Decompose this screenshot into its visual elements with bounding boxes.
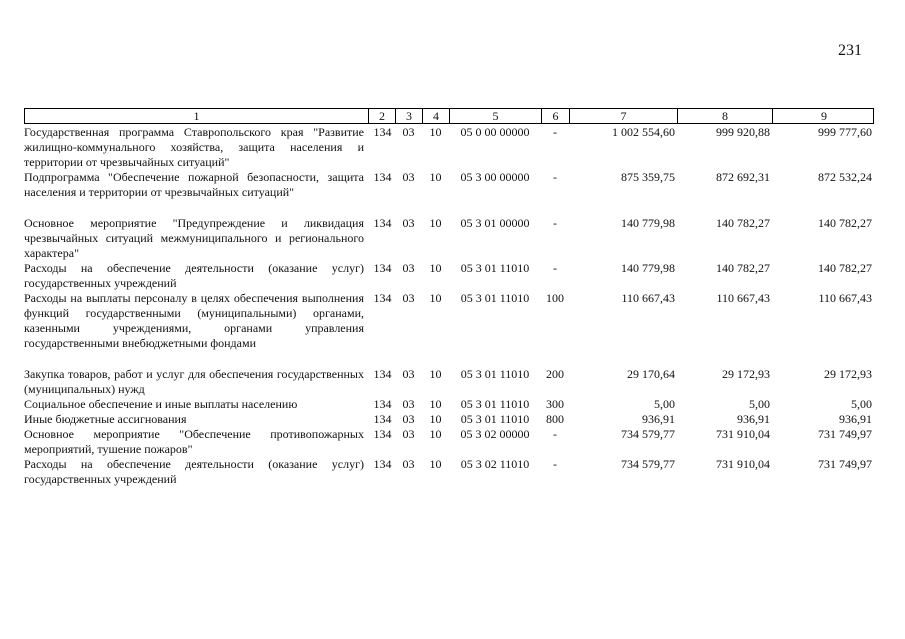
row-col-5: 05 3 01 11010 bbox=[460, 261, 530, 275]
table-row bbox=[24, 170, 874, 200]
row-name: Основное мероприятие "Обеспечение противопожарных мероприятий, тушение пожаров" bbox=[24, 427, 364, 456]
row-col-6: - bbox=[553, 170, 557, 184]
row-col-2: 134 bbox=[373, 170, 392, 184]
row-name: Расходы на обеспечение деятельности (оказание услуг) государственных учреждений bbox=[24, 457, 364, 486]
row-col-6: 800 bbox=[546, 412, 564, 426]
row-col-9: 872 532,24 bbox=[818, 170, 872, 184]
row-col-6: - bbox=[553, 261, 557, 275]
row-col-3: 03 bbox=[402, 125, 415, 139]
table-body bbox=[24, 125, 874, 487]
row-col-7: 1 002 554,60 bbox=[612, 125, 675, 139]
header-col-1: 1 bbox=[25, 109, 369, 123]
row-col-6: - bbox=[553, 427, 557, 441]
table-row bbox=[24, 412, 874, 427]
row-col-5: 05 3 02 11010 bbox=[460, 457, 530, 471]
row-name: Социальное обеспечение и иные выплаты населению bbox=[24, 397, 298, 411]
row-name: Расходы на обеспечение деятельности (оказание услуг) государственных учреждений bbox=[24, 261, 364, 290]
row-col-2: 134 bbox=[373, 125, 392, 139]
row-name: Государственная программа Ставропольского края "Развитие жилищно-коммунального хозяйства, защита населения и территории от чрезвычайных ситуаций" bbox=[24, 125, 364, 169]
row-col-2: 134 bbox=[373, 367, 392, 381]
row-col-5: 05 3 01 00000 bbox=[460, 216, 530, 230]
row-col-7: 936,91 bbox=[642, 412, 675, 426]
row-col-9: 140 782,27 bbox=[818, 216, 872, 230]
row-col-4: 10 bbox=[429, 397, 442, 411]
row-col-2: 134 bbox=[373, 457, 392, 471]
row-col-2: 134 bbox=[373, 216, 392, 230]
row-col-2: 134 bbox=[373, 261, 392, 275]
page-number: 231 bbox=[838, 42, 862, 59]
row-col-9: 110 667,43 bbox=[818, 291, 872, 305]
row-col-7: 5,00 bbox=[654, 397, 675, 411]
row-col-6: - bbox=[553, 457, 557, 471]
row-name: Расходы на выплаты персоналу в целях обеспечения выполнения функций государственными (муниципальными) органами, казенными учреждениями, органами управления государственными внебюджетными фондами bbox=[24, 291, 364, 350]
row-col-9: 29 172,93 bbox=[824, 367, 872, 381]
row-col-4: 10 bbox=[429, 457, 442, 471]
row-col-8: 5,00 bbox=[749, 397, 770, 411]
row-col-2: 134 bbox=[373, 427, 392, 441]
header-col-7: 7 bbox=[570, 109, 678, 123]
row-col-6: - bbox=[553, 216, 557, 230]
row-col-5: 05 3 01 11010 bbox=[460, 412, 530, 426]
row-col-4: 10 bbox=[429, 125, 442, 139]
header-col-5: 5 bbox=[450, 109, 542, 123]
header-col-8: 8 bbox=[678, 109, 773, 123]
row-col-2: 134 bbox=[373, 412, 392, 426]
row-col-3: 03 bbox=[402, 412, 415, 426]
row-col-7: 140 779,98 bbox=[621, 261, 675, 275]
row-col-5: 05 3 01 11010 bbox=[460, 291, 530, 305]
row-col-5: 05 3 02 00000 bbox=[460, 427, 530, 441]
row-col-6: 100 bbox=[546, 291, 564, 305]
row-col-8: 872 692,31 bbox=[716, 170, 770, 184]
row-col-5: 05 3 01 11010 bbox=[460, 397, 530, 411]
row-col-7: 29 170,64 bbox=[627, 367, 675, 381]
row-col-5: 05 3 00 00000 bbox=[460, 170, 530, 184]
row-col-3: 03 bbox=[402, 367, 415, 381]
header-col-4: 4 bbox=[423, 109, 450, 123]
row-col-7: 140 779,98 bbox=[621, 216, 675, 230]
table-row bbox=[24, 397, 874, 412]
table-row bbox=[24, 457, 874, 487]
row-col-3: 03 bbox=[402, 397, 415, 411]
row-col-9: 731 749,97 bbox=[818, 457, 872, 471]
row-col-4: 10 bbox=[429, 170, 442, 184]
row-name: Подпрограмма "Обеспечение пожарной безопасности, защита населения и территории от чрезвычайных ситуаций" bbox=[24, 170, 364, 199]
header-col-6: 6 bbox=[542, 109, 570, 123]
row-col-9: 731 749,97 bbox=[818, 427, 872, 441]
header-col-3: 3 bbox=[396, 109, 423, 123]
row-col-4: 10 bbox=[429, 427, 442, 441]
row-col-9: 999 777,60 bbox=[818, 125, 872, 139]
row-col-7: 734 579,77 bbox=[621, 427, 675, 441]
row-col-3: 03 bbox=[402, 261, 415, 275]
row-col-8: 140 782,27 bbox=[716, 261, 770, 275]
header-col-2: 2 bbox=[369, 109, 396, 123]
row-col-8: 731 910,04 bbox=[716, 457, 770, 471]
row-col-7: 734 579,77 bbox=[621, 457, 675, 471]
table-row bbox=[24, 427, 874, 457]
table-row bbox=[24, 261, 874, 291]
table-row bbox=[24, 291, 874, 351]
row-col-6: 200 bbox=[546, 367, 564, 381]
row-col-4: 10 bbox=[429, 412, 442, 426]
row-col-2: 134 bbox=[373, 397, 392, 411]
table-header bbox=[24, 108, 874, 124]
row-col-4: 10 bbox=[429, 261, 442, 275]
row-col-8: 110 667,43 bbox=[716, 291, 770, 305]
row-col-3: 03 bbox=[402, 427, 415, 441]
row-col-9: 936,91 bbox=[839, 412, 872, 426]
row-col-3: 03 bbox=[402, 170, 415, 184]
row-col-5: 05 3 01 11010 bbox=[460, 367, 530, 381]
row-col-5: 05 0 00 00000 bbox=[460, 125, 530, 139]
row-name: Иные бюджетные ассигнования bbox=[24, 412, 187, 426]
table-row bbox=[24, 125, 874, 170]
row-col-9: 140 782,27 bbox=[818, 261, 872, 275]
table-row bbox=[24, 216, 874, 261]
row-col-7: 875 359,75 bbox=[621, 170, 675, 184]
row-col-8: 140 782,27 bbox=[716, 216, 770, 230]
row-col-9: 5,00 bbox=[851, 397, 872, 411]
row-col-4: 10 bbox=[429, 291, 442, 305]
row-name: Закупка товаров, работ и услуг для обеспечения государственных (муниципальных) нужд bbox=[24, 367, 364, 396]
row-col-6: - bbox=[553, 125, 557, 139]
row-col-8: 731 910,04 bbox=[716, 427, 770, 441]
row-col-8: 936,91 bbox=[737, 412, 770, 426]
row-col-2: 134 bbox=[373, 291, 392, 305]
row-col-6: 300 bbox=[546, 397, 564, 411]
row-col-3: 03 bbox=[402, 216, 415, 230]
row-col-8: 29 172,93 bbox=[722, 367, 770, 381]
header-col-9: 9 bbox=[821, 109, 827, 123]
row-col-8: 999 920,88 bbox=[716, 125, 770, 139]
row-col-3: 03 bbox=[402, 291, 415, 305]
row-col-7: 110 667,43 bbox=[621, 291, 675, 305]
row-col-4: 10 bbox=[429, 216, 442, 230]
table-row bbox=[24, 367, 874, 397]
row-name: Основное мероприятие "Предупреждение и ликвидация чрезвычайных ситуаций межмуниципального и регионального характера" bbox=[24, 216, 364, 260]
row-col-4: 10 bbox=[429, 367, 442, 381]
row-col-3: 03 bbox=[402, 457, 415, 471]
